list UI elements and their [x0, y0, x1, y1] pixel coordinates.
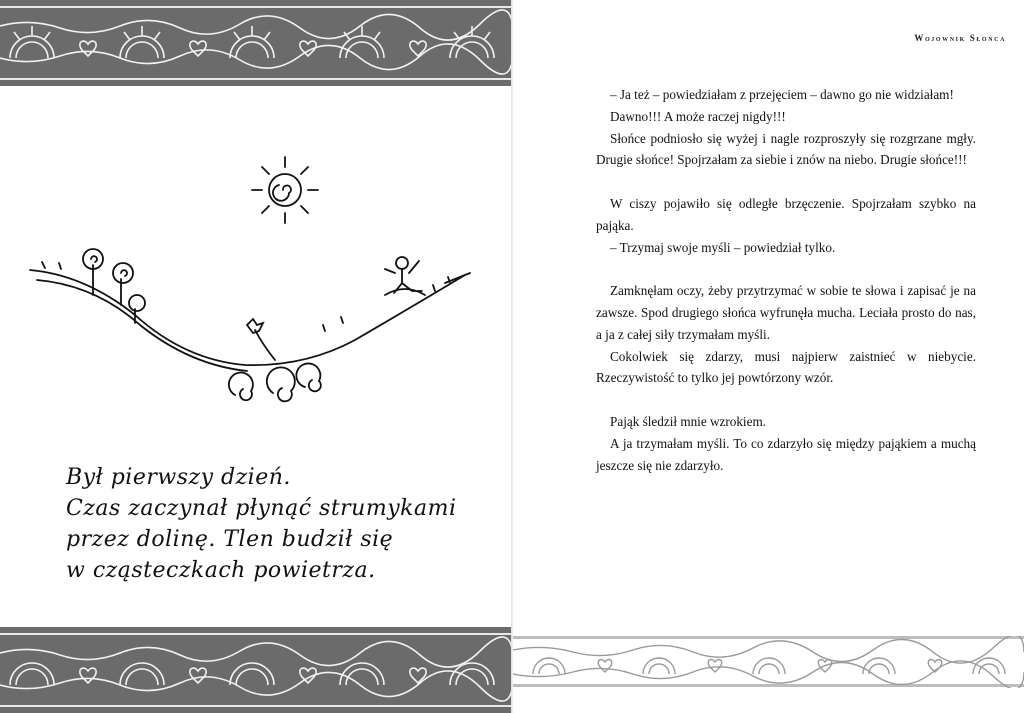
handwritten-line: przez dolinę. Tlen budził się [66, 527, 394, 552]
decorative-band-bottom-right [513, 636, 1024, 688]
paragraph-gap [596, 389, 976, 411]
handwritten-line: Był pierwszy dzień. [66, 465, 291, 490]
ornament-pattern-top [0, 0, 513, 86]
paragraph: – Ja też – powiedziałam z przejęciem – dawno go nie widziałam! [610, 87, 954, 102]
paragraph-gap [596, 171, 976, 193]
paragraph: Pająk śledził mnie wzrokiem. [610, 413, 767, 429]
body-text [596, 84, 976, 476]
handwritten-caption [66, 462, 486, 586]
handwritten-line: w cząsteczkach powietrza. [66, 558, 376, 583]
decorative-band-bottom-left [0, 627, 513, 713]
paragraph: Słońce podniosło się wyżej i nagle rozproszyły się rozgrzane mgły. Drugie słońce! Spojrzałam za siebie i znów na niebo. Drugie słońce!!! [596, 130, 976, 168]
handwritten-line: Czas zaczynał płynąć strumykami [66, 496, 457, 521]
paragraph: Dawno!!! A może raczej nigdy!!! [610, 108, 786, 124]
hill-illustration [25, 155, 495, 415]
paragraph: W ciszy pojawiło się odległe brzęczenie. Spojrzałam szybko na pająka. [596, 195, 976, 233]
ornament-pattern-bottom-right [513, 636, 1024, 688]
right-page [513, 0, 1024, 713]
ornament-pattern-bottom-left [0, 627, 513, 713]
running-head: Wojownik Słońca [914, 33, 1006, 43]
paragraph: Cokolwiek się zdarzy, musi najpierw zaistnieć w niebycie. Rzeczywistość to tylko jej powtórzony wzór. [596, 348, 976, 386]
paragraph: Zamknęłam oczy, żeby przytrzymać w sobie te słowa i zapisać je na zawsze. Spod drugiego słońca wyfrunęła mucha. Leciała prosto do nas, a ja z całej siły trzymałam myśli. [596, 283, 976, 342]
decorative-band-top [0, 0, 513, 86]
paragraph: A ja trzymałam myśli. To co zdarzyło się między pająkiem a muchą jeszcze się nie zdarzyło. [596, 435, 976, 473]
sketch-drawing [25, 155, 495, 415]
paragraph: – Trzymaj swoje myśli – powiedział tylko. [610, 239, 836, 255]
paragraph-gap [596, 258, 976, 280]
